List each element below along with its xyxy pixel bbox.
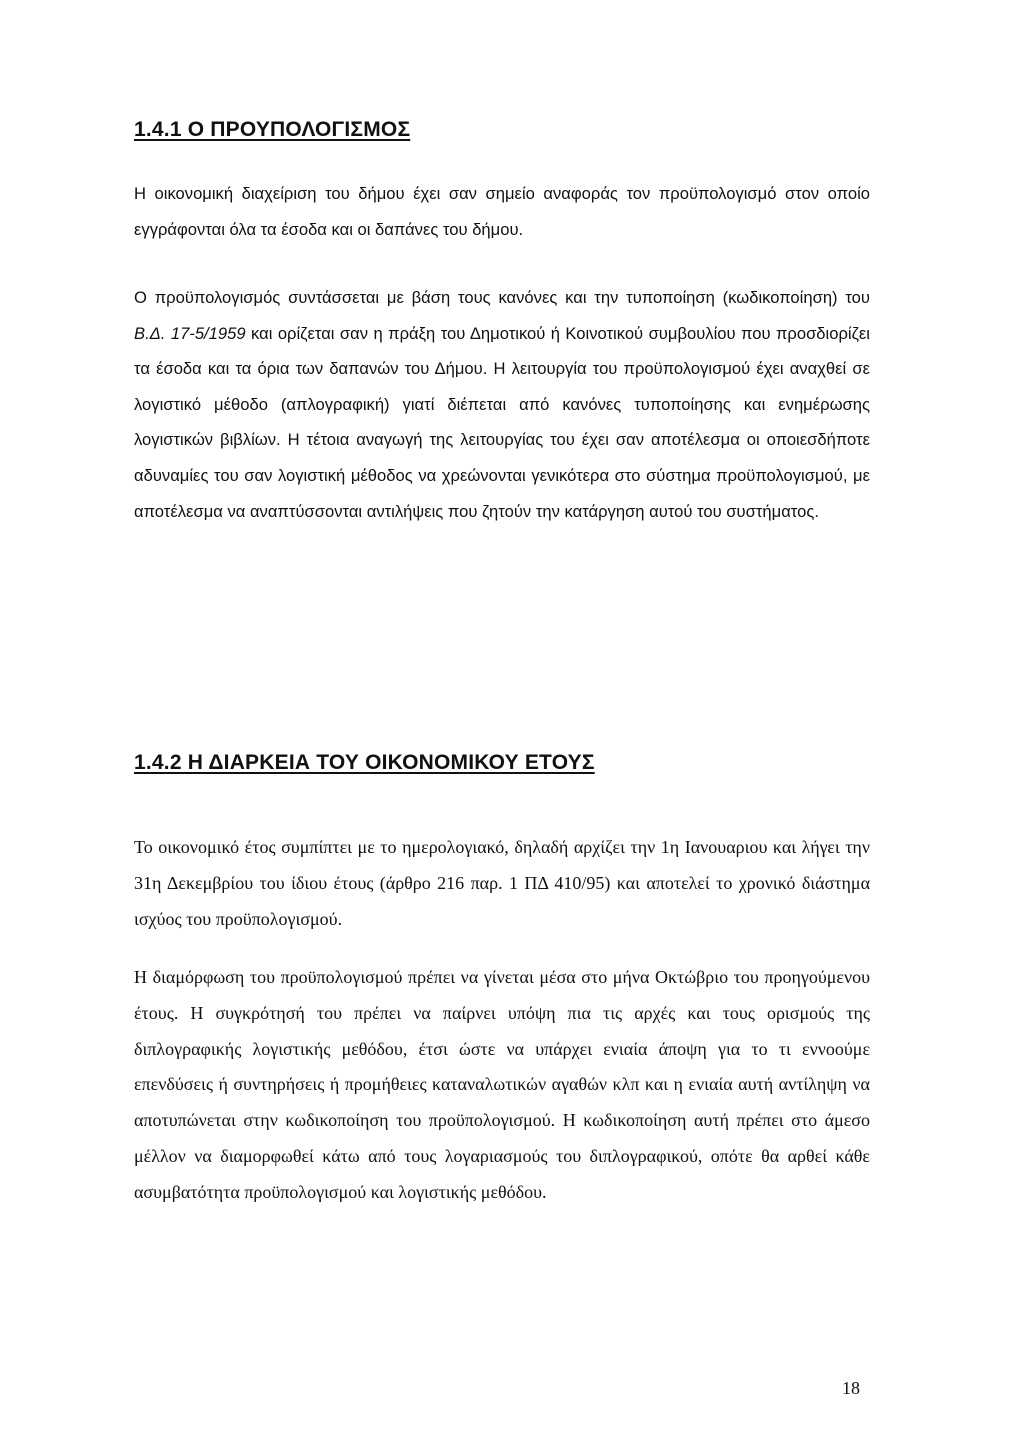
paragraph-budget-intro: Η οικονομική διαχείριση του δήμου έχει σαν σημείο αναφοράς τον προϋπολογισμό στον οποίο εγγράφονται όλα τα έσοδα και οι δαπάνες του δήμου. bbox=[134, 184, 870, 239]
paragraph-budget-formation: Η διαμόρφωση του προϋπολογισμού πρέπει να γίνεται μέσα στο μήνα Οκτώβριο του προηγούμενου έτους. Η συγκρότησή του πρέπει να παίρνει υπόψη πια τις αρχές και τους ορισμούς της διπλογραφικής λογιστικής μεθόδου, έτσι ώστε να υπάρχει ενιαία άποψη για το τι εννοούμε επενδύσεις ή συντηρήσεις ή προμήθειες καταναλωτικών αγαθών κλπ και η ενιαία αυτή αντίληψη να αποτυπώνεται στην κωδικοποίηση του προϋπολογισμού. Η κωδικοποίηση αυτή πρέπει στο άμεσο μέλλον να διαμορφωθεί κάτω από τους λογαριασμούς του διπλογραφικού, οπότε θα αρθεί κάθε ασυμβατότητα προϋπολογισμού και λογιστικής μεθόδου. bbox=[134, 967, 870, 1202]
section-heading-fiscal-year: 1.4.2 Η ΔΙΑΡΚΕΙΑ ΤΟΥ ΟΙΚΟΝΟΜΙΚΟΥ ΕΤΟΥΣ bbox=[134, 751, 595, 774]
paragraph-fiscal-year-duration: Το οικονομικό έτος συμπίπτει με το ημερολογιακό, δηλαδή αρχίζει την 1η Ιανουαριου και λήγει την 31η Δεκεμβρίου του ίδιου έτους (άρθρο 216 παρ. 1 ΠΔ 410/95) και αποτελεί το χρονικό διάστημα ισχύος του προϋπολογισμού. bbox=[134, 837, 870, 929]
decree-reference: Β.Δ. 17-5/1959 bbox=[134, 323, 246, 343]
paragraph-budget-composition bbox=[134, 280, 870, 529]
paragraph-text-after-decree: και ορίζεται σαν η πράξη του Δημοτικού ή Κοινοτικού συμβουλίου που προσδιορίζει τα έσοδα και τα όρια των δαπανών του Δήμου. Η λειτουργία του προϋπολογισμού έχει αναχθεί σε λογιστικό μέθοδο (απλογραφική) γιατί διέπεται από κανόνες τυποποίησης και ενημέρωσης λογιστικών βιβλίων. Η τέτοια αναγωγή της λειτουργίας του έχει σαν αποτέλεσμα οι οποιεσδήποτε αδυναμίες του σαν λογιστική μέθοδος να χρεώνονται γενικότερα στο σύστημα προϋπολογισμού, με αποτέλεσμα να αναπτύσσονται αντιλήψεις που ζητούν την κατάργηση αυτού του συστήματος. bbox=[134, 323, 870, 521]
paragraph-text-before-decree: Ο προϋπολογισμός συντάσσεται με βάση τους κανόνες και την τυποποίηση (κωδικοποίηση) του bbox=[134, 288, 870, 307]
page-number: 18 bbox=[842, 1378, 860, 1398]
section-heading-budget: 1.4.1 Ο ΠΡΟΥΠΟΛΟΓΙΣΜΟΣ bbox=[134, 118, 411, 141]
